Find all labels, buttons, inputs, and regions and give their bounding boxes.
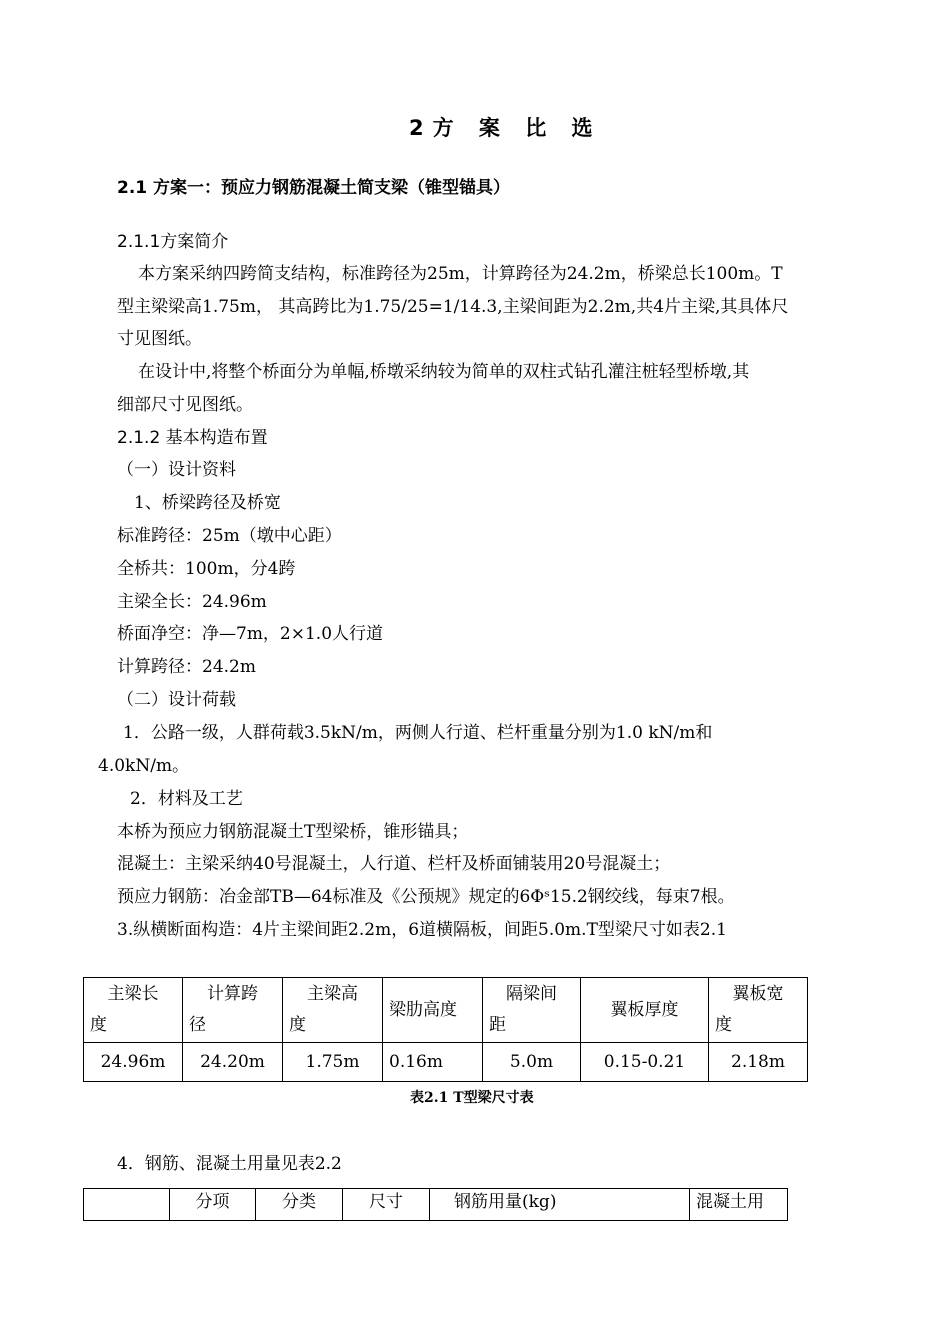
quantities-table (83, 1188, 788, 1221)
intro-paragraph-line: 细部尺寸见图纸。 (117, 395, 253, 415)
header-cell-diaphragm-spacing: 隔梁间 距 (483, 978, 581, 1043)
header-cell-rib-height: 梁肋高度 (383, 978, 483, 1043)
section-structure-text: 3.纵横断面构造：4片主梁间距2.2m，6道横隔板，间距5.0m.T型梁尺寸如表2.1 (117, 920, 727, 940)
header-cell-blank (84, 1189, 170, 1221)
section-2-1-2-heading: 2.1.2 基本构造布置 (117, 428, 268, 448)
header-cell-main-beam-height: 主梁高 度 (283, 978, 383, 1043)
header-cell-calc-span: 计算跨 径 (183, 978, 283, 1043)
intro-paragraph-line: 寸见图纸。 (117, 329, 202, 349)
materials-heading: 2．材料及工艺 (130, 789, 243, 809)
full-bridge-text: 全桥共：100m，分4跨 (117, 559, 296, 579)
deck-clearance-text: 桥面净空：净—7m，2×1.0人行道 (117, 624, 384, 644)
header-cell-main-beam-length: 主梁长 度 (84, 978, 183, 1043)
page-title: 2方 案 比 选 (409, 116, 602, 140)
load-text-line: 1．公路一级，人群荷载3.5kN/m，两侧人行道、栏杆重量分别为1.0 kN/m和 (123, 723, 713, 743)
value-cell: 2.18m (709, 1043, 808, 1082)
intro-paragraph-line: 在设计中,将整个桥面分为单幅,桥墩采纳较为简单的双柱式钻孔灌注桩轻型桥墩,其 (138, 362, 750, 382)
span-width-heading: 1、桥梁跨径及桥宽 (134, 493, 281, 513)
table-row (84, 1043, 808, 1082)
header-cell-item: 分项 (170, 1189, 256, 1221)
calculated-span-text: 计算跨径：24.2m (117, 657, 256, 677)
table-header-row (84, 1189, 788, 1221)
value-cell: 0.16m (383, 1043, 483, 1082)
value-cell: 24.96m (84, 1043, 183, 1082)
main-beam-length-text: 主梁全长：24.96m (117, 592, 267, 612)
intro-paragraph-line: 型主梁梁高1.75m， 其高跨比为1.75/25=1/14.3,主梁间距为2.2m,共4片主梁,其具体尺 (117, 297, 789, 317)
bridge-type-text: 本桥为预应力钢筋混凝土T型梁桥，锥形锚具； (117, 822, 469, 842)
header-cell-flange-width: 翼板宽 度 (709, 978, 808, 1043)
prestress-steel-text: 预应力钢筋：冶金部TB—64标准及《公预规》规定的6Φˢ15.2钢绞线，每束7根。 (117, 887, 735, 907)
header-cell-concrete-amount: 混凝土用 (690, 1189, 788, 1221)
standard-span-text: 标准跨径：25m（墩中心距） (117, 526, 342, 546)
load-text-line: 4.0kN/m。 (98, 756, 190, 776)
header-cell-steel-amount: 钢筋用量(kg) (430, 1189, 690, 1221)
t-beam-dimension-table (83, 977, 808, 1082)
design-data-heading: （一）设计资料 (117, 460, 236, 480)
quantities-text: 4．钢筋、混凝土用量见表2.2 (117, 1154, 342, 1174)
section-2-1-1-heading: 2.1.1方案简介 (117, 232, 229, 252)
concrete-text: 混凝土：主梁采纳40号混凝土，人行道、栏杆及桥面铺装用20号混凝土； (117, 854, 671, 874)
value-cell: 24.20m (183, 1043, 283, 1082)
value-cell: 0.15-0.21 (581, 1043, 709, 1082)
header-cell-size: 尺寸 (343, 1189, 430, 1221)
table-header-row (84, 978, 808, 1043)
value-cell: 1.75m (283, 1043, 383, 1082)
header-cell-flange-thickness: 翼板厚度 (581, 978, 709, 1043)
table-caption: 表2.1 T型梁尺寸表 (410, 1090, 534, 1106)
design-load-heading: （二）设计荷载 (117, 690, 236, 710)
header-cell-category: 分类 (256, 1189, 343, 1221)
intro-paragraph-line: 本方案采纳四跨简支结构，标准跨径为25m，计算跨径为24.2m，桥梁总长100m。T (138, 264, 783, 284)
value-cell: 5.0m (483, 1043, 581, 1082)
section-2-1-heading: 2.1 方案一：预应力钢筋混凝土简支梁（锥型锚具） (117, 178, 511, 198)
